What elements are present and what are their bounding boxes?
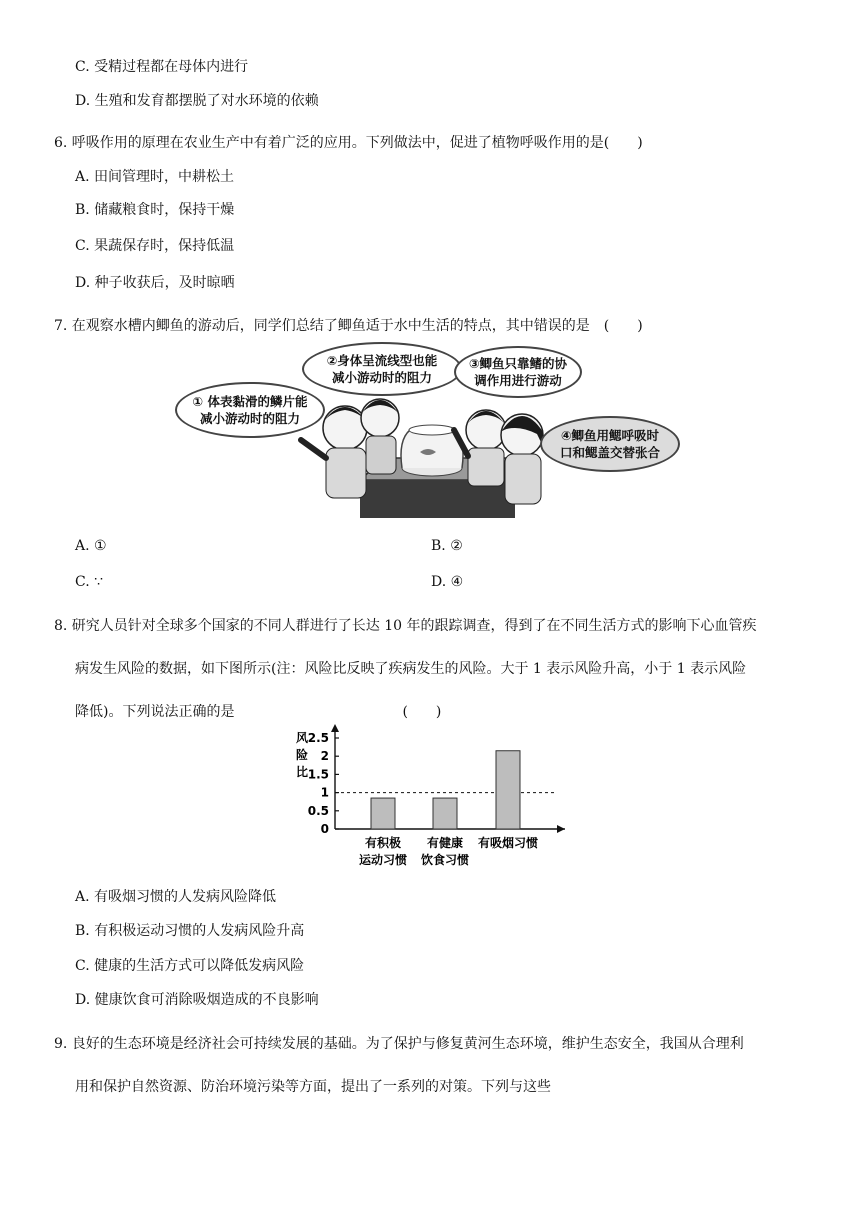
q8-stem-line1: 8. 研究人员针对全球多个国家的不同人群进行了长达 10 年的跟踪调查，得到了在不同生活方式的影响下心血管疾	[54, 618, 757, 634]
x-category-label: 运动习惯	[358, 853, 408, 867]
y-axis-label-char: 比	[295, 765, 309, 779]
q8-option-b: B. 有积极运动习惯的人发病风险升高	[75, 923, 305, 939]
q7-option-b: B. ②	[431, 538, 463, 554]
speech-bubble-2	[302, 342, 462, 396]
q6-option-d: D. 种子收获后，及时晾晒	[75, 275, 235, 291]
speech-bubble-1	[175, 382, 325, 438]
q8-stem-line2: 病发生风险的数据，如下图所示(注：风险比反映了疾病发生的风险。大于 1 表示风险升高，小于 1 表示风险	[75, 661, 747, 677]
q9-stem-line1: 9. 良好的生态环境是经济社会可持续发展的基础。为了保护与修复黄河生态环境，维护生态安全，我国从合理利	[54, 1036, 744, 1052]
q7-figure	[170, 340, 685, 520]
bubble-1-text: ① 体表黏滑的鳞片能 减小游动时的阻力	[192, 394, 308, 426]
x-category-label: 有吸烟习惯	[477, 836, 539, 850]
q8-option-c: C. 健康的生活方式可以降低发病风险	[75, 958, 305, 974]
q7-stem: 7. 在观察水槽内鲫鱼的游动后，同学们总结了鲫鱼适于水中生活的特点，其中错误的是 ( )	[54, 318, 643, 334]
x-axis-arrow	[557, 825, 565, 833]
q6-stem: 6. 呼吸作用的原理在农业生产中有着广泛的应用。下列做法中，促进了植物呼吸作用的是( )	[54, 135, 643, 151]
q6-option-a: A. 田间管理时，中耕松土	[75, 169, 235, 185]
q8-stem-line3: 降低)。下列说法正确的是 ( )	[75, 704, 442, 720]
x-category-label: 饮食习惯	[420, 853, 470, 867]
q7-option-c: C. ∵	[75, 574, 104, 590]
bar	[371, 798, 395, 829]
risk-ratio-chart	[290, 722, 580, 872]
q7-option-d: D. ④	[431, 574, 464, 590]
q5-option-d: D. 生殖和发育都摆脱了对水环境的依赖	[75, 93, 319, 109]
q8-option-d: D. 健康饮食可消除吸烟造成的不良影响	[75, 992, 319, 1008]
y-axis-label-char: 风	[295, 731, 309, 745]
q6-option-c: C. 果蔬保存时，保持低温	[75, 238, 235, 254]
y-tick-label: 0.5	[307, 803, 329, 818]
bubble-2-text: ②身体呈流线型也能 减小游动时的阻力	[326, 353, 438, 385]
q7-option-a: A. ①	[75, 538, 107, 554]
q6-option-b: B. 储藏粮食时，保持干燥	[75, 202, 235, 218]
y-tick-label: 1.5	[307, 767, 329, 782]
bubble-3-text: ③鲫鱼只靠鳍的协 调作用进行游动	[468, 356, 568, 388]
y-tick-label: 2	[320, 749, 329, 764]
y-tick-label: 2.5	[307, 731, 329, 745]
y-axis-arrow	[331, 724, 339, 732]
q8-option-a: A. 有吸烟习惯的人发病风险降低	[75, 889, 277, 905]
q5-option-c: C. 受精过程都在母体内进行	[75, 59, 249, 75]
bar	[496, 751, 520, 829]
q9-stem-line2: 用和保护自然资源、防治环境污染等方面，提出了一系列的对策。下列与这些	[75, 1079, 551, 1095]
y-tick-label: 0	[320, 822, 329, 836]
speech-bubble-4	[540, 416, 680, 472]
speech-bubble-3	[454, 346, 582, 398]
y-tick-label: 1	[320, 785, 329, 800]
x-category-label: 有积极	[364, 836, 402, 850]
y-axis-label-char: 险	[295, 748, 309, 762]
risk-ratio-chart-svg	[290, 722, 580, 872]
bar	[433, 798, 457, 829]
x-category-label: 有健康	[426, 836, 464, 850]
bubble-4-text: ④鲫鱼用鳃呼吸时 口和鳃盖交替张合	[559, 428, 660, 460]
